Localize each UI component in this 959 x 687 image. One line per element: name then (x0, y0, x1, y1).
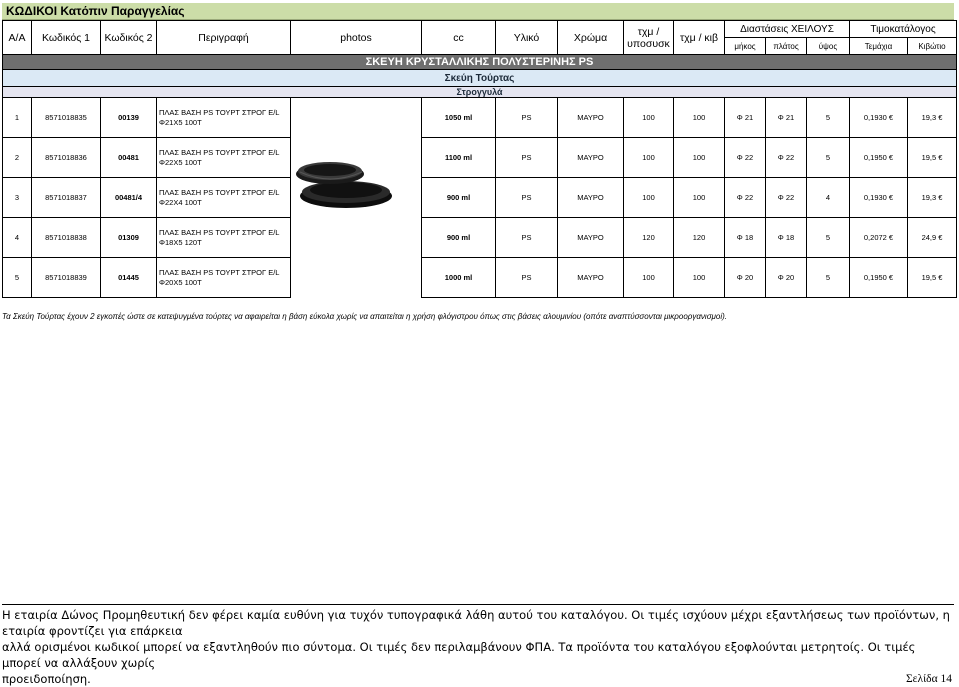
col-cc: cc (422, 21, 496, 55)
row-material: PS (496, 98, 558, 138)
col-code2: Κωδικός 2 (101, 21, 157, 55)
row-description: ΠΛΑΣ ΒΑΣΗ PS ΤΟΥΡΤ ΣΤΡΟΓ E/L Φ20Χ5 100Τ (157, 258, 291, 298)
footer-disclaimer (2, 604, 954, 687)
row-price-piece: 0,1950 € (850, 258, 908, 298)
row-cc: 1100 ml (422, 138, 496, 178)
row-color: ΜΑΥΡΟ (558, 218, 624, 258)
row-width: Φ 21 (766, 98, 807, 138)
row-description: ΠΛΑΣ ΒΑΣΗ PS ΤΟΥΡΤ ΣΤΡΟΓ E/L Φ22Χ4 100Τ (157, 178, 291, 218)
footer-line-3: προειδοποίηση. (2, 672, 91, 686)
row-length: Φ 18 (725, 218, 766, 258)
col-height: ύψος (807, 38, 850, 55)
row-pack: 100 (624, 258, 674, 298)
row-length: Φ 22 (725, 138, 766, 178)
row-color: ΜΑΥΡΟ (558, 258, 624, 298)
row-height: 5 (807, 258, 850, 298)
col-photos: photos (291, 21, 422, 55)
row-code2: 01445 (101, 258, 157, 298)
footer-line-1: Η εταιρία Δώνος Προμηθευτική δεν φέρει καμία ευθύνη για τυχόν τυπογραφικά λάθη αυτού του καταλόγου. Οι τιμές ισχύουν μέχρι εξαντλήσεως των προϊόντων, η εταιρία φροντίζει για επάρκεια (2, 608, 950, 638)
row-material: PS (496, 138, 558, 178)
row-height: 4 (807, 178, 850, 218)
category-heading: ΣΚΕΥΗ ΚΡΥΣΤΑΛΛΙΚΗΣ ΠΟΛΥΣΤΕΡΙΝΗΣ PS (3, 55, 957, 70)
row-price-box: 24,9 € (908, 218, 957, 258)
col-material: Υλικό (496, 21, 558, 55)
subcategory-heading: Σκεύη Τούρτας (3, 70, 957, 87)
col-code1: Κωδικός 1 (32, 21, 101, 55)
col-color: Χρώμα (558, 21, 624, 55)
row-height: 5 (807, 98, 850, 138)
col-price-box: Κιβώτιο (908, 38, 957, 55)
page-number: Σελίδα 14 (905, 673, 952, 685)
row-price-piece: 0,1930 € (850, 98, 908, 138)
table-row (3, 218, 957, 258)
subsubcategory-heading: Στρογγυλά (3, 87, 957, 98)
row-box: 100 (674, 258, 725, 298)
col-length: μήκος (725, 38, 766, 55)
row-length: Φ 22 (725, 178, 766, 218)
row-aa: 2 (3, 138, 32, 178)
row-height: 5 (807, 138, 850, 178)
cake-tray-photo (290, 150, 400, 214)
row-box: 120 (674, 218, 725, 258)
row-color: ΜΑΥΡΟ (558, 98, 624, 138)
table-row (3, 258, 957, 298)
product-table (2, 20, 957, 298)
row-material: PS (496, 178, 558, 218)
col-pcs-per-pack: τχμ / υποσυσκ (624, 21, 674, 55)
row-pack: 100 (624, 178, 674, 218)
row-code1: 8571018836 (32, 138, 101, 178)
row-price-box: 19,3 € (908, 98, 957, 138)
row-width: Φ 22 (766, 178, 807, 218)
table-row (3, 98, 957, 138)
col-dimensions: Διαστάσεις ΧΕΙΛΟΥΣ (725, 21, 850, 38)
row-pack: 100 (624, 98, 674, 138)
row-aa: 1 (3, 98, 32, 138)
row-box: 100 (674, 138, 725, 178)
row-cc: 1050 ml (422, 98, 496, 138)
col-width: πλάτος (766, 38, 807, 55)
col-price-piece: Τεμάχια (850, 38, 908, 55)
col-aa: Α/Α (3, 21, 32, 55)
row-price-piece: 0,1930 € (850, 178, 908, 218)
row-aa: 3 (3, 178, 32, 218)
col-description: Περιγραφή (157, 21, 291, 55)
table-row (3, 138, 957, 178)
row-code1: 8571018838 (32, 218, 101, 258)
row-box: 100 (674, 178, 725, 218)
row-pack: 100 (624, 138, 674, 178)
row-price-box: 19,5 € (908, 258, 957, 298)
row-cc: 1000 ml (422, 258, 496, 298)
row-price-piece: 0,2072 € (850, 218, 908, 258)
row-cc: 900 ml (422, 178, 496, 218)
row-description: ΠΛΑΣ ΒΑΣΗ PS ΤΟΥΡΤ ΣΤΡΟΓ E/L Φ18Χ5 120Τ (157, 218, 291, 258)
row-description: ΠΛΑΣ ΒΑΣΗ PS ΤΟΥΡΤ ΣΤΡΟΓ E/L Φ22Χ5 100Τ (157, 138, 291, 178)
row-code1: 8571018837 (32, 178, 101, 218)
row-price-piece: 0,1950 € (850, 138, 908, 178)
product-note: Τα Σκεύη Τούρτας έχουν 2 εγκοπές ώστε σε κατεψυγμένα τούρτες να αφαιρείται η βάση εύκολα χωρίς να απαιτείται η χρήση φλόγιστρου όπως στις βάσεις αλουμινίου (οπότε αναπτύσσονται μικροοργανισμοί). (2, 312, 728, 321)
row-aa: 4 (3, 218, 32, 258)
row-length: Φ 21 (725, 98, 766, 138)
row-box: 100 (674, 98, 725, 138)
row-color: ΜΑΥΡΟ (558, 178, 624, 218)
row-code2: 00481/4 (101, 178, 157, 218)
footer-line-2: αλλά ορισμένοι κωδικοί μπορεί να εξαντληθούν πιο σύντομα. Οι τιμές δεν περιλαμβάνουν ΦΠΑ. Τα προϊόντα του καταλόγου εξοφλούνται μετρητοίς. Οι τιμές μπορεί να αλλάξουν χωρίς (2, 640, 916, 670)
row-description: ΠΛΑΣ ΒΑΣΗ PS ΤΟΥΡΤ ΣΤΡΟΓ E/L Φ21Χ5 100Τ (157, 98, 291, 138)
row-width: Φ 18 (766, 218, 807, 258)
row-height: 5 (807, 218, 850, 258)
col-pricelist: Τιμοκατάλογος (850, 21, 957, 38)
row-color: ΜΑΥΡΟ (558, 138, 624, 178)
row-width: Φ 22 (766, 138, 807, 178)
table-row (3, 178, 957, 218)
row-price-box: 19,5 € (908, 138, 957, 178)
row-length: Φ 20 (725, 258, 766, 298)
row-code1: 8571018835 (32, 98, 101, 138)
row-aa: 5 (3, 258, 32, 298)
row-width: Φ 20 (766, 258, 807, 298)
row-pack: 120 (624, 218, 674, 258)
row-price-box: 19,3 € (908, 178, 957, 218)
page-title: ΚΩΔΙΚΟΙ Κατόπιν Παραγγελίας (2, 3, 954, 20)
row-material: PS (496, 218, 558, 258)
row-code2: 00139 (101, 98, 157, 138)
row-material: PS (496, 258, 558, 298)
col-pcs-per-box: τχμ / κιβ (674, 21, 725, 55)
row-code2: 01309 (101, 218, 157, 258)
row-cc: 900 ml (422, 218, 496, 258)
row-code1: 8571018839 (32, 258, 101, 298)
row-code2: 00481 (101, 138, 157, 178)
